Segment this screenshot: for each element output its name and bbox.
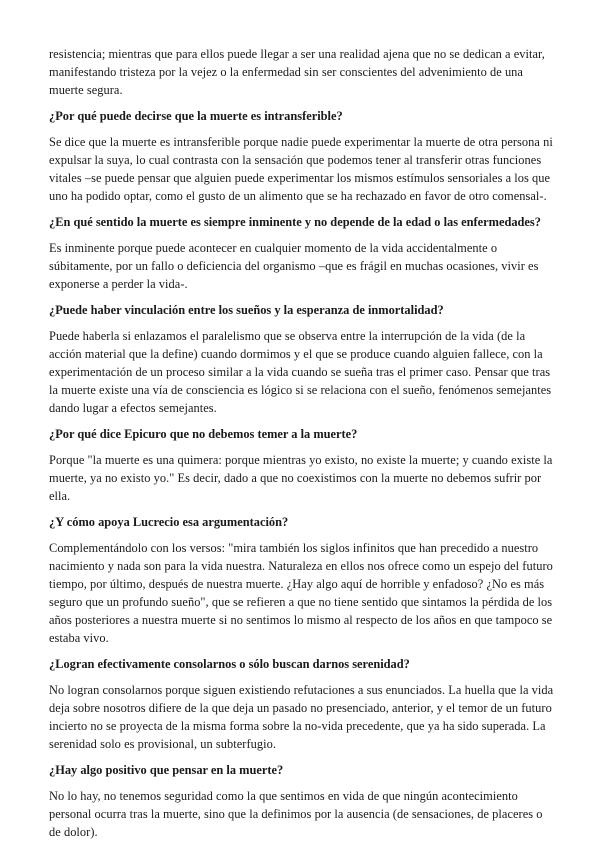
question-heading: ¿En qué sentido la muerte es siempre inminente y no depende de la edad o las enfermedades? (49, 215, 541, 229)
question-heading: ¿Y cómo apoya Lucrecio esa argumentación? (49, 515, 289, 529)
question-heading: ¿Puede haber vinculación entre los sueños y la esperanza de inmortalidad? (49, 303, 444, 317)
question-heading: ¿Hay algo positivo que pensar en la muerte? (49, 763, 284, 777)
question-heading: ¿Por qué puede decirse que la muerte es intransferible? (49, 109, 343, 123)
answer-paragraph: No lo hay, no tenemos seguridad como la que sentimos en vida de que ningún acontecimiento personal ocurra tras la muerte, sino que la definimos por la ausencia (de sensaciones, de placeres o de dolor). (49, 789, 543, 839)
answer-paragraph: Se dice que la muerte es intransferible porque nadie puede experimentar la muerte de otra persona ni expulsar la suya, lo cual contrasta con la sensación que podemos tener al transferir otras funciones vitales –se puede pensar que alguien puede experimentar los mismos estímulos sensoriales a los que uno ha podido optar, como el gusto de un alimento que se ha rechazado en favor de otro comensal-. (49, 135, 553, 203)
intro-paragraph: resistencia; mientras que para ellos puede llegar a ser una realidad ajena que no se dedican a evitar, manifestando tristeza por la vejez o la enfermedad sin ser conscientes del advenimiento de una muerte segura. (49, 47, 545, 97)
answer-paragraph: No logran consolarnos porque siguen existiendo refutaciones a sus enunciados. La huella que la vida deja sobre nosotros difiere de la que deja un pasado no presenciado, anterior, y el temor de un futuro incierto no se proyecta de la misma forma sobre la no-vida precedente, que ya ha sido superada. La serenidad solo es provisional, un subterfugio. (49, 683, 554, 751)
answer-paragraph: Es inminente porque puede acontecer en cualquier momento de la vida accidentalmente o súbitamente, por un fallo o deficiencia del organismo –que es frágil en muchas ocasiones, vivir es exponerse a perder la vida-. (49, 241, 539, 291)
answer-paragraph: Porque "la muerte es una quimera: porque mientras yo existo, no existe la muerte; y cuando existe la muerte, ya no existo yo." Es decir, dado a que no coexistimos con la muerte no debemos sufrir por ella. (49, 453, 553, 503)
answer-paragraph: Puede haberla si enlazamos el paralelismo que se observa entre la interrupción de la vida (de la acción material que la define) cuando dormimos y el que se produce cuando alguien fallece, con la experimentación de un proceso similar a la vida cuando se sueña tras el primer caso. Pensar que tras la muerte existe una vía de consciencia es lógico si se relaciona con el sueño, fenómenos semejantes dando lugar a efectos semejantes. (49, 329, 552, 415)
question-heading: ¿Logran efectivamente consolarnos o sólo buscan darnos serenidad? (49, 657, 410, 671)
question-heading: ¿Por qué dice Epicuro que no debemos temer a la muerte? (49, 427, 358, 441)
answer-paragraph: Complementándolo con los versos: "mira también los siglos infinitos que han precedido a nuestro nacimiento y nada son para la vida nuestra. Naturaleza en ellos nos ofrece como un espejo del futuro tiempo, por último, después de nuestra muerte. ¿Hay algo aquí de horrible y enfadoso? ¿No es más seguro que un profundo sueño", que se refieren a que no tiene sentido que sintamos la pérdida de los años posteriores a nuestra muerte si no sentimos lo mismo al respecto de los años en que tampoco se estaba vivo. (49, 541, 553, 645)
document-page (49, 45, 554, 849)
